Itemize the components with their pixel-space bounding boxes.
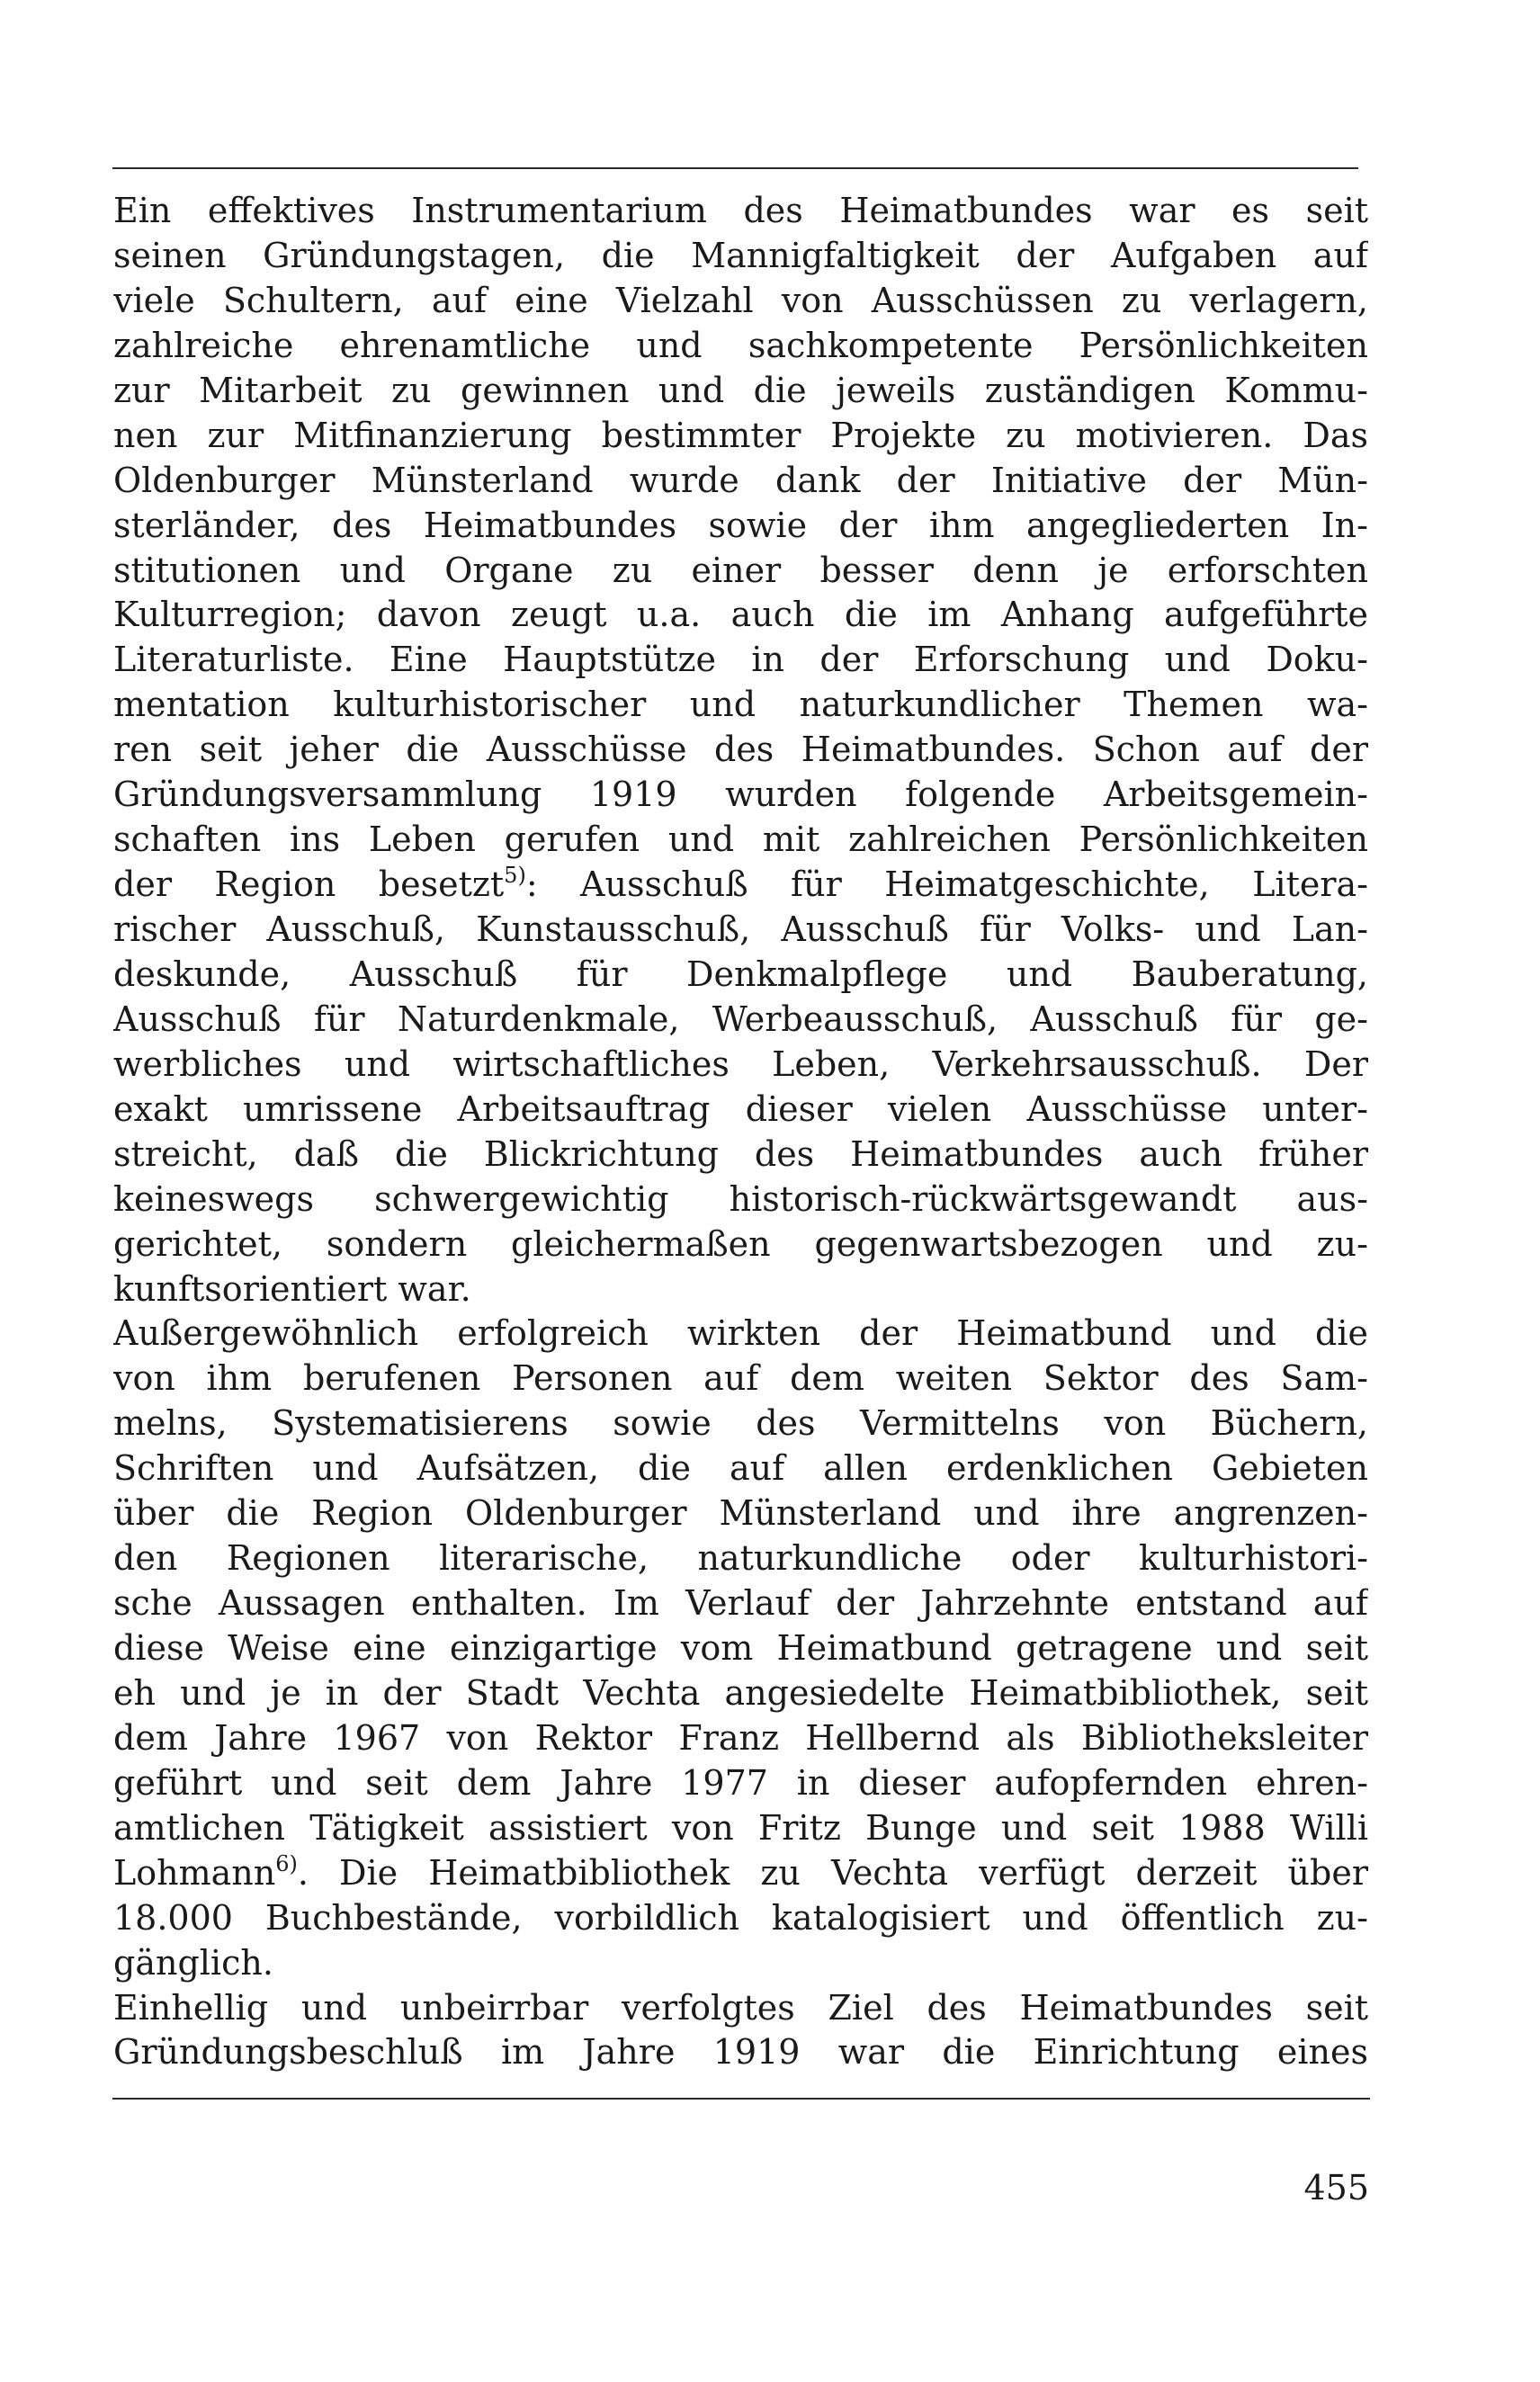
text-line-content: Ausschuß für Naturdenkmale, Werbeausschuß, Ausschuß für ge- [113, 998, 1368, 1039]
text-line-content: Kulturregion; davon zeugt u.a. auch die im Anhang aufgeführte [113, 595, 1368, 635]
text-line [113, 1312, 1368, 1357]
text-line-content: sche Aussagen enthalten. Im Verlauf der Jahrzehnte entstand auf [113, 1583, 1368, 1624]
text-line-content: seinen Gründungstagen, die Mannigfaltigkeit der Aufgaben auf [113, 235, 1368, 275]
text-line [113, 1671, 1368, 1716]
text-line-content: den Regionen literarische, naturkundliche oder kulturhistori- [113, 1538, 1368, 1579]
text-line [113, 1357, 1368, 1401]
text-line-content: Literaturliste. Eine Hauptstütze in der Erforschung und Doku- [113, 640, 1368, 680]
text-line-content: Gründungsbeschluß im Jahre 1919 war die Einrichtung eines [113, 2032, 1368, 2073]
text-line [113, 1761, 1368, 1806]
text-line-content: streicht, daß die Blickrichtung des Heimatbundes auch früher [113, 1133, 1368, 1174]
text-line [113, 1896, 1368, 1941]
text-line-content: Ein effektives Instrumentarium des Heimatbundes war es seit [113, 191, 1368, 230]
text-line-continuation: : Ausschuß für Heimatgeschichte, Litera- [525, 864, 1368, 905]
text-line [113, 728, 1368, 773]
text-line [113, 683, 1368, 728]
text-line-content: Einhellig und unbeirrbar verfolgtes Ziel des Heimatbundes seit [113, 1987, 1368, 2028]
text-line-content: sterländer, des Heimatbundes sowie der ihm angegliederten In- [113, 505, 1368, 545]
text-line-content: eh und je in der Stadt Vechta angesiedelte Heimatbibliothek, seit [113, 1672, 1368, 1713]
text-line [113, 908, 1368, 953]
text-line [113, 998, 1368, 1043]
text-line [113, 279, 1368, 324]
text-line [113, 593, 1368, 638]
text-line-content: werbliches und wirtschaftliches Leben, Verkehrsausschuß. Der [113, 1043, 1368, 1084]
text-line-content: von ihm berufenen Personen auf dem weiten Sektor des Sam- [113, 1358, 1368, 1399]
text-line [113, 1851, 1368, 1896]
text-line [113, 773, 1368, 818]
text-line [113, 1491, 1368, 1536]
text-line-content: nen zur Mitfinanzierung bestimmter Projekte zu motivieren. Das [113, 415, 1368, 455]
text-line [113, 459, 1368, 504]
text-line [113, 1581, 1368, 1626]
text-line [113, 234, 1368, 279]
text-line-content: mentation kulturhistorischer und naturkundlicher Themen wa- [113, 685, 1368, 725]
text-line [113, 414, 1368, 459]
text-line-content: amtlichen Tätigkeit assistiert von Fritz Bunge und seit 1988 Willi [113, 1807, 1368, 1848]
text-line-content: diese Weise eine einzigartige vom Heimatbund getragene und seit [113, 1628, 1368, 1668]
text-line [113, 189, 1368, 234]
text-line [113, 504, 1368, 549]
text-line [113, 1536, 1368, 1581]
text-line-content: deskunde, Ausschuß für Denkmalpflege und Bauberatung, [113, 954, 1368, 994]
text-line [113, 324, 1368, 369]
text-line-content: Gründungsversammlung 1919 wurden folgende Arbeitsgemein- [113, 775, 1368, 815]
footnote-reference: 5) [504, 863, 526, 889]
top-rule [112, 167, 1358, 169]
text-line-content: keineswegs schwergewichtig historisch-rückwärtsgewandt aus- [113, 1178, 1368, 1219]
text-line [113, 2030, 1368, 2075]
text-line-content: zahlreiche ehrenamtliche und sachkompetente Persönlichkeiten [113, 325, 1368, 365]
text-line [113, 1178, 1368, 1222]
text-line [113, 369, 1368, 414]
text-line-content: geführt und seit dem Jahre 1977 in dieser aufopfernden ehren- [113, 1762, 1368, 1803]
text-line-content: 18.000 Buchbestände, vorbildlich katalogisiert und öffentlich zu- [113, 1897, 1368, 1938]
bottom-rule [112, 2098, 1370, 2100]
text-line-content: rischer Ausschuß, Kunstausschuß, Ausschuß für Volks- und Lan- [113, 909, 1368, 949]
text-line [113, 1986, 1368, 2031]
text-line [113, 818, 1368, 863]
text-line-content: Oldenburger Münsterland wurde dank der Initiative der Mün- [113, 460, 1368, 500]
text-line-continuation: . Die Heimatbibliothek zu Vechta verfügt derzeit über [297, 1852, 1368, 1893]
footnote-reference: 6) [275, 1850, 298, 1876]
text-line [113, 953, 1368, 998]
text-line-content: schaften ins Leben gerufen und mit zahlreichen Persönlichkeiten [113, 819, 1368, 860]
text-line [113, 1043, 1368, 1088]
text-line [113, 1088, 1368, 1133]
text-line [113, 1267, 1368, 1312]
text-line [113, 1446, 1368, 1491]
text-line-content: melns, Systematisierens sowie des Vermittelns von Büchern, [113, 1403, 1368, 1444]
text-line [113, 1133, 1368, 1178]
text-line-content: viele Schultern, auf eine Vielzahl von Ausschüssen zu verlagern, [113, 280, 1368, 320]
text-line-content: über die Region Oldenburger Münsterland und ihre angrenzen- [113, 1493, 1368, 1534]
text-line-content: der Region besetzt [113, 864, 505, 905]
text-line-content: gänglich. [113, 1942, 273, 1983]
text-line-content: gerichtet, sondern gleichermaßen gegenwartsbezogen und zu- [113, 1223, 1368, 1264]
text-line-content: zur Mitarbeit zu gewinnen und die jeweils zuständigen Kommu- [113, 370, 1368, 410]
body-text [113, 189, 1368, 2075]
text-line-content: ren seit jeher die Ausschüsse des Heimatbundes. Schon auf der [113, 730, 1368, 770]
text-line-content: exakt umrissene Arbeitsauftrag dieser vielen Ausschüsse unter- [113, 1088, 1368, 1129]
text-line [113, 1401, 1368, 1446]
text-line-content: Lohmann [113, 1852, 276, 1893]
text-line [113, 863, 1368, 908]
text-line-content: kunftsorientiert war. [113, 1268, 471, 1309]
text-line [113, 1626, 1368, 1671]
text-line [113, 549, 1368, 594]
text-line-content: Außergewöhnlich erfolgreich wirkten der Heimatbund und die [113, 1313, 1368, 1354]
text-line [113, 1806, 1368, 1851]
text-line [113, 638, 1368, 683]
text-line [113, 1222, 1368, 1267]
text-line-content: dem Jahre 1967 von Rektor Franz Hellbernd als Bibliotheksleiter [113, 1717, 1368, 1758]
text-line [113, 1716, 1368, 1761]
text-line [113, 1941, 1368, 1986]
text-line-content: Schriften und Aufsätzen, die auf allen erdenklichen Gebieten [113, 1448, 1368, 1489]
page-number: 455 [1303, 2168, 1369, 2207]
text-line-content: stitutionen und Organe zu einer besser denn je erforschten [113, 550, 1368, 590]
